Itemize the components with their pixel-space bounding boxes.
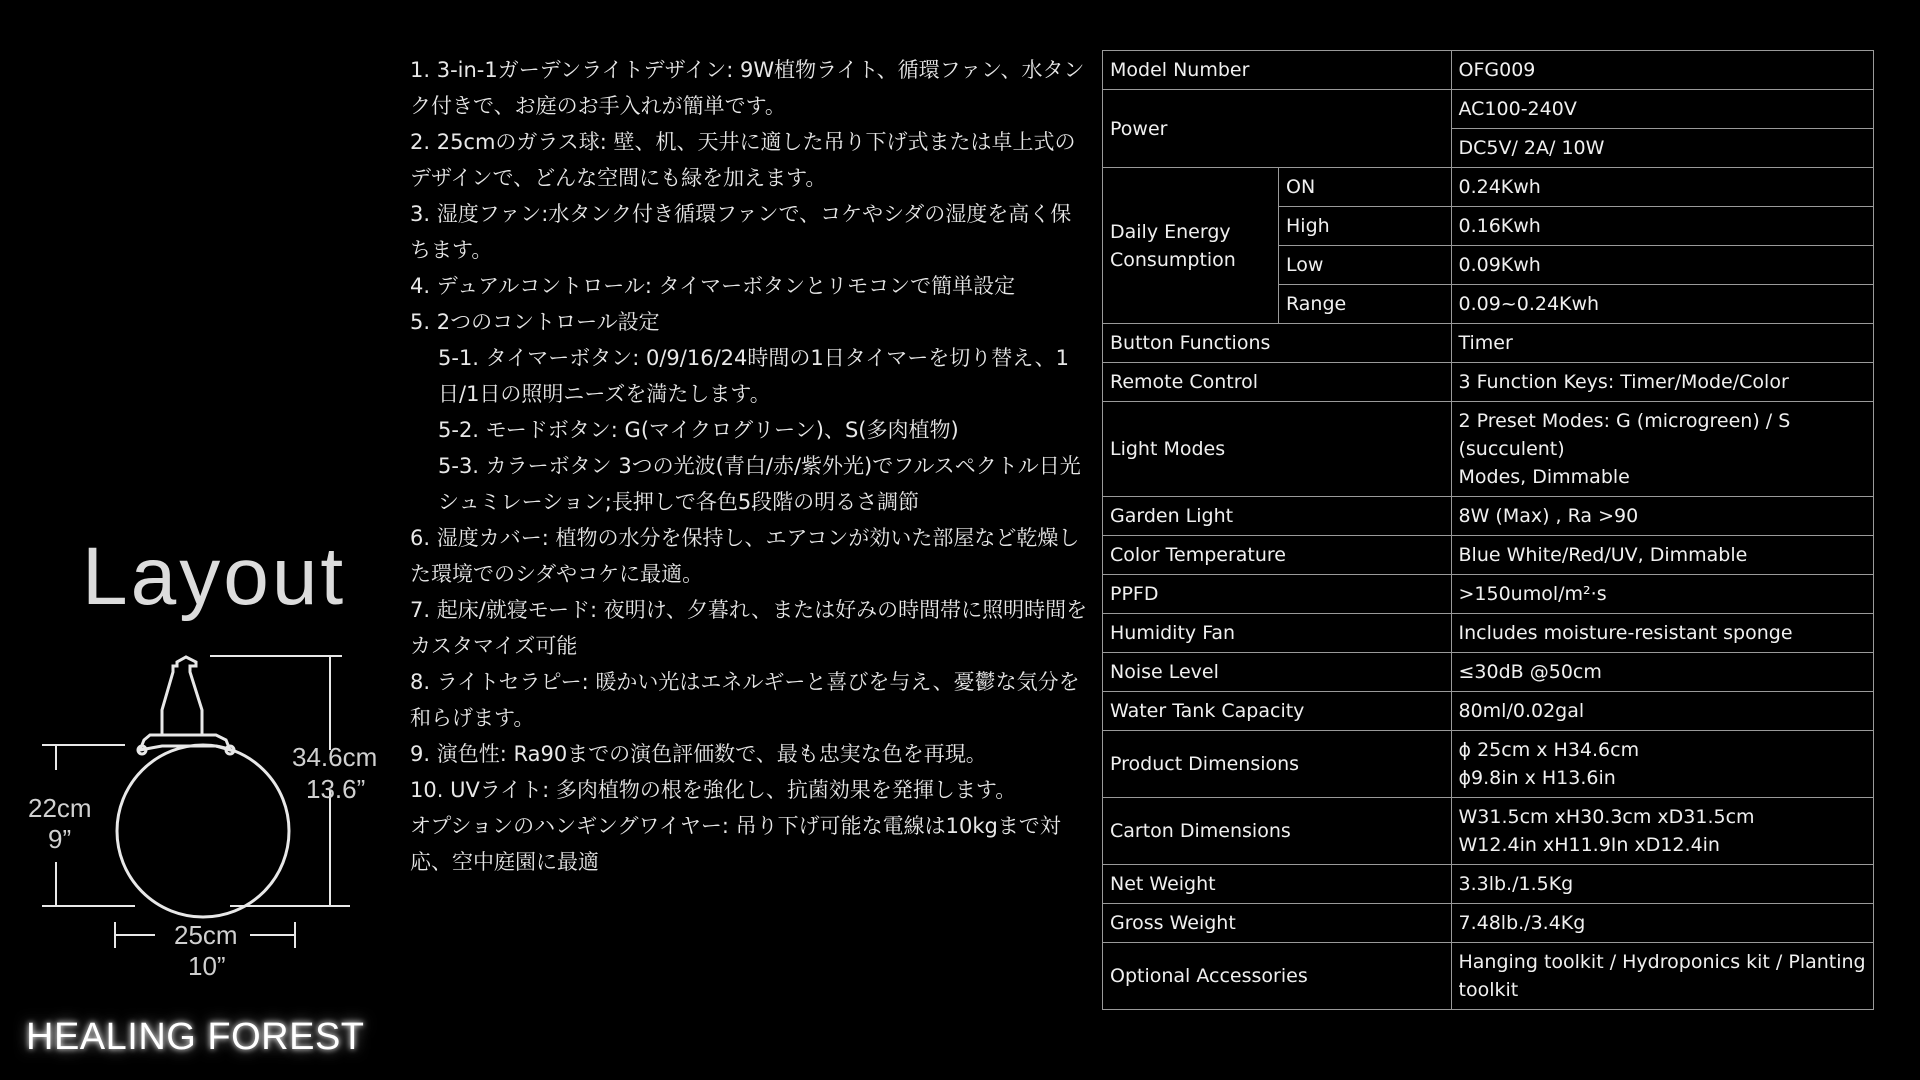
feature-item: 6. 湿度カバー: 植物の水分を保持し、エアコンが効いた部屋など乾燥した環境でのシダやコケに最適。 (410, 526, 1080, 586)
spec-label: Model Number (1103, 51, 1452, 90)
spec-label: Product Dimensions (1103, 731, 1452, 798)
energy-mode: Low (1279, 246, 1452, 285)
spec-label: Color Temperature (1103, 536, 1452, 575)
table-row (1103, 575, 1874, 614)
table-row (1103, 731, 1874, 798)
spec-value-line: 2 Preset Modes: G (microgreen) / S (succulent) (1458, 410, 1791, 460)
table-row (1103, 168, 1874, 207)
feature-item: 1. 3-in-1ガーデンライトデザイン: 9W植物ライト、循環ファン、水タンク付きで、お庭のお手入れが簡単です。 (410, 58, 1085, 118)
spec-value (1451, 798, 1874, 865)
spec-label: Gross Weight (1103, 904, 1452, 943)
table-row (1103, 653, 1874, 692)
table-row (1103, 692, 1874, 731)
spec-value: OFG009 (1451, 51, 1874, 90)
feature-item: 8. ライトセラピー: 暖かい光はエネルギーと喜びを与え、憂鬱な気分を和らげます。 (410, 670, 1080, 730)
spec-value: AC100-240V (1451, 90, 1874, 129)
feature-item: 7. 起床/就寝モード: 夜明け、夕暮れ、または好みの時間帯に照明時間をカスタマイズ可能 (410, 598, 1088, 658)
brand-logo: HEALING FOREST (26, 1016, 365, 1058)
table-row (1103, 798, 1874, 865)
globe-height-in-label: 9” (48, 824, 72, 854)
energy-mode: Range (1279, 285, 1452, 324)
spec-value: ≤30dB @50cm (1451, 653, 1874, 692)
feature-subitem: 5-3. カラーボタン 3つの光波(青白/赤/紫外光)でフルスペクトル日光シュミレーション;長押しで各色5段階の明るさ調節 (438, 454, 1081, 514)
spec-label: PPFD (1103, 575, 1452, 614)
spec-value: >150umol/m²·s (1451, 575, 1874, 614)
table-row (1103, 324, 1874, 363)
glass-globe (117, 745, 289, 917)
width-in-label: 10” (188, 951, 226, 981)
table-row (1103, 943, 1874, 1010)
table-row (1103, 402, 1874, 497)
feature-subitem: 5-2. モードボタン: G(マイクログリーン)、S(多肉植物) (438, 418, 959, 442)
spec-label: Humidity Fan (1103, 614, 1452, 653)
feature-item: 3. 湿度ファン:水タンク付き循環ファンで、コケやシダの湿度を高く保ちます。 (410, 202, 1072, 262)
spec-value: Blue White/Red/UV, Dimmable (1451, 536, 1874, 575)
table-row (1103, 536, 1874, 575)
spec-value: 8W (Max) , Ra >90 (1451, 497, 1874, 536)
feature-item: 2. 25cmのガラス球: 壁、机、天井に適した吊り下げ式または卓上式のデザインで、どんな空間にも緑を加えます。 (410, 130, 1076, 190)
lamp-cap (162, 657, 202, 735)
feature-item: 4. デュアルコントロール: タイマーボタンとリモコンで簡単設定 (410, 274, 1016, 298)
height-in-label: 13.6” (306, 774, 366, 804)
spec-value: 0.09Kwh (1451, 246, 1874, 285)
spec-label: Carton Dimensions (1103, 798, 1452, 865)
table-row (1103, 904, 1874, 943)
feature-item: オプションのハンギングワイヤー: 吊り下げ可能な電線は10kgまで対応、空中庭園に最適 (410, 814, 1061, 874)
table-row (1103, 51, 1874, 90)
table-row (1103, 497, 1874, 536)
spec-label: Garden Light (1103, 497, 1452, 536)
spec-value (1451, 402, 1874, 497)
spec-label: Power (1103, 90, 1452, 168)
spec-value: 80ml/0.02gal (1451, 692, 1874, 731)
spec-label: Daily Energy Consumption (1103, 168, 1279, 324)
height-cm-label: 34.6cm (292, 742, 378, 772)
spec-value-line: ϕ9.8in x H13.6in (1458, 767, 1616, 789)
table-row (1103, 363, 1874, 402)
layout-title: Layout (82, 531, 347, 622)
feature-item: 9. 演色性: Ra90までの演色評価数で、最も忠実な色を再現。 (410, 742, 987, 766)
spec-value: 7.48lb./3.4Kg (1451, 904, 1874, 943)
spec-label: Optional Accessories (1103, 943, 1452, 1010)
spec-value: DC5V/ 2A/ 10W (1451, 129, 1874, 168)
table-row (1103, 90, 1874, 129)
spec-value: 0.24Kwh (1451, 168, 1874, 207)
spec-value: Hanging toolkit / Hydroponics kit / Planting toolkit (1451, 943, 1874, 1010)
feature-item: 10. UVライト: 多肉植物の根を強化し、抗菌効果を発揮します。 (410, 778, 1017, 802)
energy-mode: High (1279, 207, 1452, 246)
spec-value-line: W12.4in xH11.9In xD12.4in (1458, 834, 1720, 856)
product-dimension-diagram (20, 650, 390, 1000)
spec-value: Timer (1451, 324, 1874, 363)
table-row (1103, 865, 1874, 904)
spec-value: 3 Function Keys: Timer/Mode/Color (1451, 363, 1874, 402)
globe-height-cm-label: 22cm (28, 793, 92, 823)
spec-value-line: ϕ 25cm x H34.6cm (1458, 739, 1640, 761)
spec-value-line: W31.5cm xH30.3cm xD31.5cm (1458, 806, 1755, 828)
spec-value: 0.16Kwh (1451, 207, 1874, 246)
width-cm-label: 25cm (174, 920, 238, 950)
feature-list (410, 52, 1090, 880)
spec-table (1102, 50, 1874, 1010)
feature-item: 5. 2つのコントロール設定 (410, 310, 660, 334)
feature-subitem: 5-1. タイマーボタン: 0/9/16/24時間の1日タイマーを切り替え、1日/1日の照明ニーズを満たします。 (438, 346, 1069, 406)
spec-label: Noise Level (1103, 653, 1452, 692)
spec-value: 0.09~0.24Kwh (1451, 285, 1874, 324)
spec-value (1451, 731, 1874, 798)
spec-label: Net Weight (1103, 865, 1452, 904)
spec-value: Includes moisture-resistant sponge (1451, 614, 1874, 653)
table-row (1103, 614, 1874, 653)
spec-label: Remote Control (1103, 363, 1452, 402)
energy-mode: ON (1279, 168, 1452, 207)
spec-label: Water Tank Capacity (1103, 692, 1452, 731)
spec-label: Light Modes (1103, 402, 1452, 497)
spec-value: 3.3lb./1.5Kg (1451, 865, 1874, 904)
spec-label: Button Functions (1103, 324, 1452, 363)
spec-value-line: Modes, Dimmable (1458, 466, 1630, 488)
